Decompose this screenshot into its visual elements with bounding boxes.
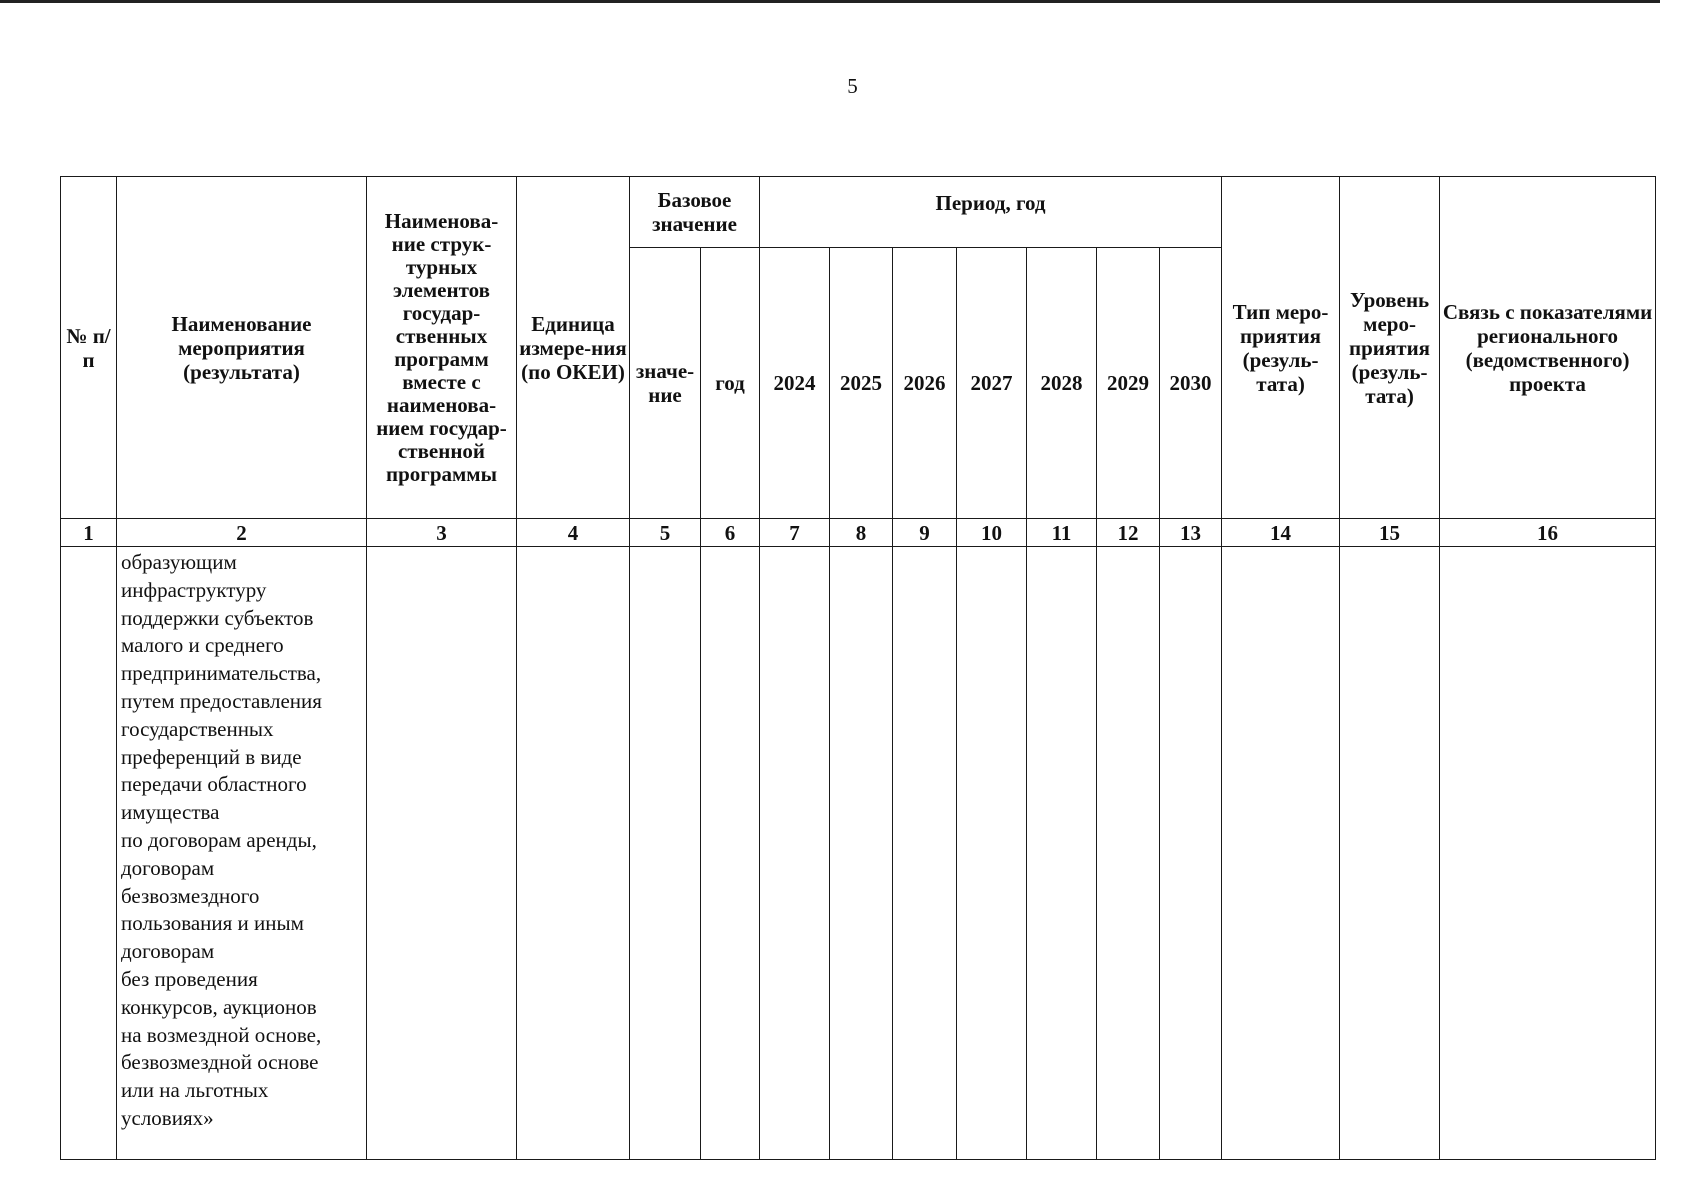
project-link-cell xyxy=(1440,547,1656,1160)
measure-name-line: по договорам аренды, xyxy=(121,827,317,852)
measure-name-line: инфраструктуру xyxy=(121,577,267,602)
measure-name-line: или на льготных xyxy=(121,1078,269,1103)
top-rule xyxy=(0,0,1660,3)
header-year-2029: 2029 xyxy=(1097,248,1160,519)
header-measure-type: Тип меро-приятия (резуль-тата) xyxy=(1222,177,1340,519)
header-year-2025: 2025 xyxy=(830,248,893,519)
column-number: 8 xyxy=(830,519,893,547)
year-2026-cell xyxy=(893,547,957,1160)
table-row xyxy=(61,547,1656,1160)
header-number: № п/п xyxy=(61,177,117,519)
header-base-value: значе-ние xyxy=(630,248,701,519)
header-measure-level: Уровень меро-приятия (резуль-тата) xyxy=(1340,177,1440,519)
row-number-cell xyxy=(61,547,117,1160)
header-project-link: Связь с показателями регионального (ведомственного) проекта xyxy=(1440,177,1656,519)
header-year-2028: 2028 xyxy=(1027,248,1097,519)
header-year-2027: 2027 xyxy=(957,248,1027,519)
measure-name-line: условиях» xyxy=(121,1105,214,1130)
measure-name-line: имущества xyxy=(121,800,220,825)
header-period-group: Период, год xyxy=(760,177,1222,248)
column-number: 10 xyxy=(957,519,1027,547)
measure-type-cell xyxy=(1222,547,1340,1160)
header-row-top xyxy=(61,177,1656,248)
measure-name-line: путем предоставления xyxy=(121,688,322,713)
header-year-2024: 2024 xyxy=(760,248,830,519)
column-number: 1 xyxy=(61,519,117,547)
measure-name-line: передачи областного xyxy=(121,772,307,797)
measure-name-line: преференций в виде xyxy=(121,744,302,769)
header-base-value-group: Базовое значение xyxy=(630,177,760,248)
structural-elements-cell xyxy=(367,547,517,1160)
column-number: 5 xyxy=(630,519,701,547)
measure-name-line: пользования и иным xyxy=(121,911,304,936)
base-value-cell xyxy=(630,547,701,1160)
column-number: 6 xyxy=(701,519,760,547)
measure-name-line: договорам xyxy=(121,855,215,880)
year-2028-cell xyxy=(1027,547,1097,1160)
column-number-row xyxy=(61,519,1656,547)
header-unit: Единица измере-ния (по ОКЕИ) xyxy=(517,177,630,519)
measure-name-line: поддержки субъектов xyxy=(121,605,314,630)
column-number: 2 xyxy=(117,519,367,547)
measure-name-line: безвозмездной основе xyxy=(121,1050,319,1075)
year-2029-cell xyxy=(1097,547,1160,1160)
measure-name-line: без проведения xyxy=(121,966,258,991)
page-number: 5 xyxy=(847,74,858,98)
measure-name-line: государственных xyxy=(121,716,274,741)
column-number: 7 xyxy=(760,519,830,547)
year-2030-cell xyxy=(1160,547,1222,1160)
measure-name-line: предпринимательства, xyxy=(121,661,322,686)
year-2025-cell xyxy=(830,547,893,1160)
unit-cell xyxy=(517,547,630,1160)
measure-name-line: малого и среднего xyxy=(121,633,284,658)
measure-name-text xyxy=(117,547,366,1133)
column-number: 15 xyxy=(1340,519,1440,547)
column-number: 12 xyxy=(1097,519,1160,547)
measure-name-cell xyxy=(117,547,367,1160)
header-structural-elements: Наименова-ние струк-турных элементов государ-ственных программ вместе с наименова-нием государ-ственной программы xyxy=(367,177,517,519)
year-2024-cell xyxy=(760,547,830,1160)
column-number: 3 xyxy=(367,519,517,547)
header-year-2026: 2026 xyxy=(893,248,957,519)
column-number: 13 xyxy=(1160,519,1222,547)
year-2027-cell xyxy=(957,547,1027,1160)
measure-name-line: образующим xyxy=(121,550,237,574)
header-base-year: год xyxy=(701,248,760,519)
measure-level-cell xyxy=(1340,547,1440,1160)
column-number: 11 xyxy=(1027,519,1097,547)
measure-name-line: на возмездной основе, xyxy=(121,1022,322,1047)
column-number: 14 xyxy=(1222,519,1340,547)
base-year-cell xyxy=(701,547,760,1160)
column-number: 4 xyxy=(517,519,630,547)
measure-name-line: договорам xyxy=(121,939,215,964)
column-number: 9 xyxy=(893,519,957,547)
header-measure-name: Наименование мероприятия (результата) xyxy=(117,177,367,519)
header-year-2030: 2030 xyxy=(1160,248,1222,519)
column-number: 16 xyxy=(1440,519,1656,547)
measure-name-line: конкурсов, аукционов xyxy=(121,994,317,1019)
measures-table xyxy=(60,176,1656,1160)
measure-name-line: безвозмездного xyxy=(121,883,260,908)
